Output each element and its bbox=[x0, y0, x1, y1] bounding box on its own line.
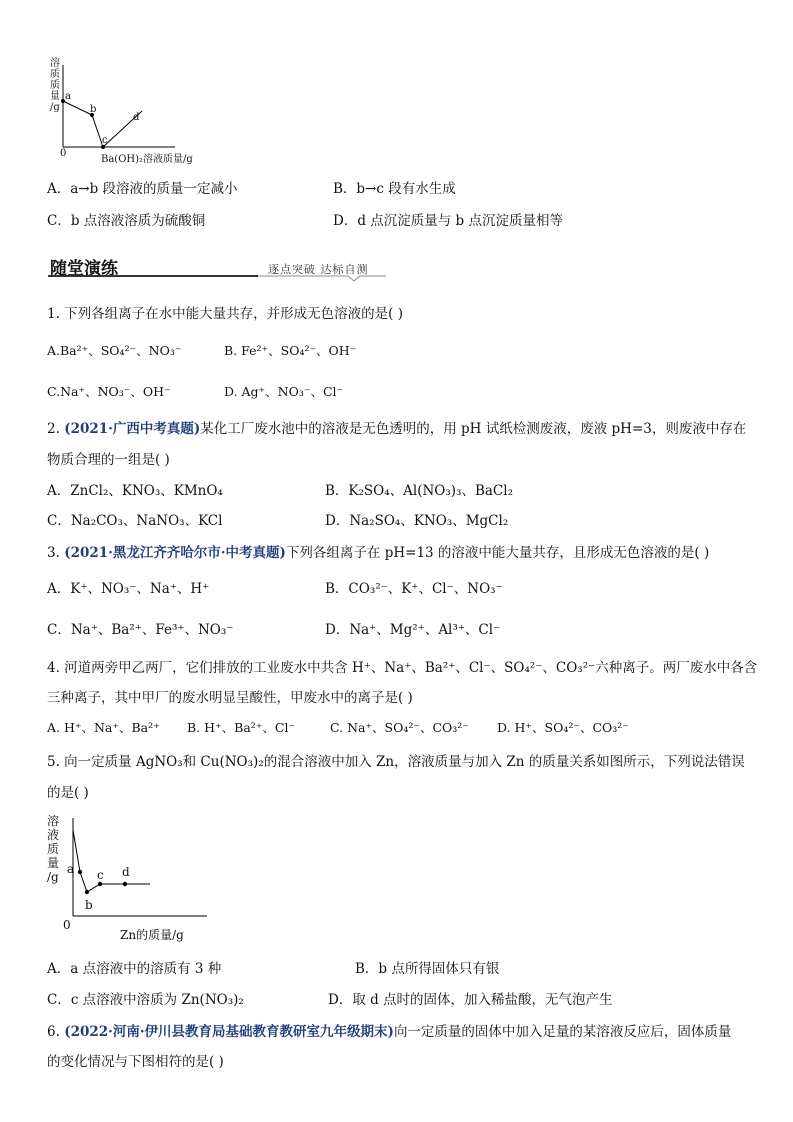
q3-number: 3. bbox=[47, 545, 60, 561]
q2-stem-text: 某化工厂废水池中的溶液是无色透明的，用 pH 试纸检测废液，废液 pH=3，则废液中存在 bbox=[200, 421, 747, 437]
graph-1 bbox=[45, 55, 195, 165]
q1-option-b: B. Fe²⁺、SO₄²⁻、OH⁻ bbox=[224, 343, 357, 358]
section-header bbox=[48, 252, 388, 282]
q3-option-d: D．Na⁺、Mg²⁺、Al³⁺、Cl⁻ bbox=[325, 622, 501, 638]
q2-stem-line2: 物质合理的一组是( ) bbox=[47, 452, 170, 468]
graph-2-point-b: b bbox=[85, 898, 93, 912]
graph-1-point-b: b bbox=[90, 104, 97, 115]
graph-2-point-a: a bbox=[67, 862, 75, 876]
prev-option-d: D．d 点沉淀质量与 b 点沉淀质量相等 bbox=[333, 213, 563, 229]
prev-option-b: B．b→c 段有水生成 bbox=[333, 181, 456, 197]
graph-2-xlabel: Zn的质量/g bbox=[120, 928, 184, 942]
q3-option-a: A．K⁺、NO₃⁻、Na⁺、H⁺ bbox=[47, 581, 210, 597]
q2-source: (2021·广西中考真题) bbox=[64, 421, 201, 437]
section-underline bbox=[48, 252, 388, 282]
q2-number: 2. bbox=[47, 421, 60, 437]
q5-stem-line1: 5. 向一定质量 AgNO₃和 Cu(NO₃)₂的混合溶液中加入 Zn，溶液质量与加入 Zn 的质量关系如图所示，下列说法错误 bbox=[47, 754, 745, 770]
prev-option-a: A．a→b 段溶液的质量一定减小 bbox=[47, 181, 238, 197]
q2-option-a: A．ZnCl₂、KNO₃、KMnO₄ bbox=[47, 483, 223, 499]
graph-1-ylabel: 溶 质 质 量 /g bbox=[50, 58, 60, 113]
q4-option-c: C. Na⁺、SO₄²⁻、CO₃²⁻ bbox=[330, 720, 469, 735]
q1-option-a: A.Ba²⁺、SO₄²⁻、NO₃⁻ bbox=[47, 343, 182, 358]
q1-option-d: D. Ag⁺、NO₃⁻、Cl⁻ bbox=[224, 384, 344, 399]
graph-2-ylabel: 溶 液 质 量 /g bbox=[47, 814, 60, 884]
q6-stem-line2: 的变化情况与下图相符的是( ) bbox=[47, 1054, 224, 1070]
q4-option-b: B. H⁺、Ba²⁺、Cl⁻ bbox=[187, 720, 296, 735]
q2-option-b: B．K₂SO₄、Al(NO₃)₃、BaCl₂ bbox=[325, 483, 513, 499]
q1-option-c: C.Na⁺、NO₃⁻、OH⁻ bbox=[47, 384, 171, 399]
q5-option-b: B．b 点所得固体只有银 bbox=[355, 961, 500, 977]
q6-number: 6. bbox=[47, 1024, 60, 1040]
q2-option-c: C．Na₂CO₃、NaNO₃、KCl bbox=[47, 513, 223, 529]
graph-1-xlabel: Ba(OH)₂溶液质量/g bbox=[101, 154, 193, 165]
q5-option-d: D．取 d 点时的固体，加入稀盐酸，无气泡产生 bbox=[328, 992, 613, 1008]
q5-option-c: C．c 点溶液中溶质为 Zn(NO₃)₂ bbox=[47, 992, 244, 1008]
q6-stem-line1 bbox=[47, 1023, 731, 1041]
q4-stem-line1: 4. 河道两旁甲乙两厂，它们排放的工业废水中共含 H⁺、Na⁺、Ba²⁺、Cl⁻、SO₄²⁻、CO₃²⁻六种离子。两厂废水中各含 bbox=[47, 660, 758, 676]
prev-option-c: C．b 点溶液溶质为硫酸铜 bbox=[47, 213, 206, 229]
q3-stem-text: 下列各组离子在 pH=13 的溶液中能大量共存，且形成无色溶液的是( ) bbox=[285, 545, 710, 561]
graph-1-origin: 0 bbox=[60, 148, 67, 159]
section-title: 随堂演练 bbox=[50, 259, 118, 279]
q4-option-a: A. H⁺、Na⁺、Ba²⁺ bbox=[47, 720, 160, 735]
graph-2-point-c: c bbox=[97, 868, 104, 882]
q1-stem: 1. 下列各组离子在水中能大量共存，并形成无色溶液的是( ) bbox=[47, 306, 403, 322]
graph-2-origin: 0 bbox=[63, 918, 71, 932]
q2-option-d: D．Na₂SO₄、KNO₃、MgCl₂ bbox=[325, 513, 509, 529]
q3-stem bbox=[47, 544, 709, 562]
section-subtitle: 逐点突破 达标自测 bbox=[268, 263, 369, 276]
q6-stem-text: 向一定质量的固体中加入足量的某溶液反应后，固体质量 bbox=[393, 1024, 732, 1040]
graph-1-point-c: c bbox=[102, 135, 108, 146]
q3-source: (2021·黑龙江齐齐哈尔市·中考真题) bbox=[64, 545, 286, 561]
graph-2 bbox=[45, 812, 215, 947]
q4-stem-line2: 三种离子，其中甲厂的废水明显呈酸性，甲废水中的离子是( ) bbox=[47, 690, 413, 706]
q3-option-b: B．CO₃²⁻、K⁺、Cl⁻、NO₃⁻ bbox=[325, 581, 503, 597]
q4-option-d: D. H⁺、SO₄²⁻、CO₃²⁻ bbox=[497, 720, 629, 735]
q6-source: (2022·河南·伊川县教育局基础教育教研室九年级期末) bbox=[64, 1024, 394, 1040]
graph-1-svg bbox=[45, 55, 195, 165]
graph-1-point-d: d bbox=[133, 112, 140, 123]
q5-stem-line2: 的是( ) bbox=[47, 785, 89, 801]
q5-option-a: A．a 点溶液中的溶质有 3 种 bbox=[47, 961, 222, 977]
q2-stem-line1 bbox=[47, 420, 746, 438]
graph-2-point-d: d bbox=[122, 865, 130, 879]
q3-option-c: C．Na⁺、Ba²⁺、Fe³⁺、NO₃⁻ bbox=[47, 622, 234, 638]
graph-1-point-a: a bbox=[65, 91, 71, 102]
